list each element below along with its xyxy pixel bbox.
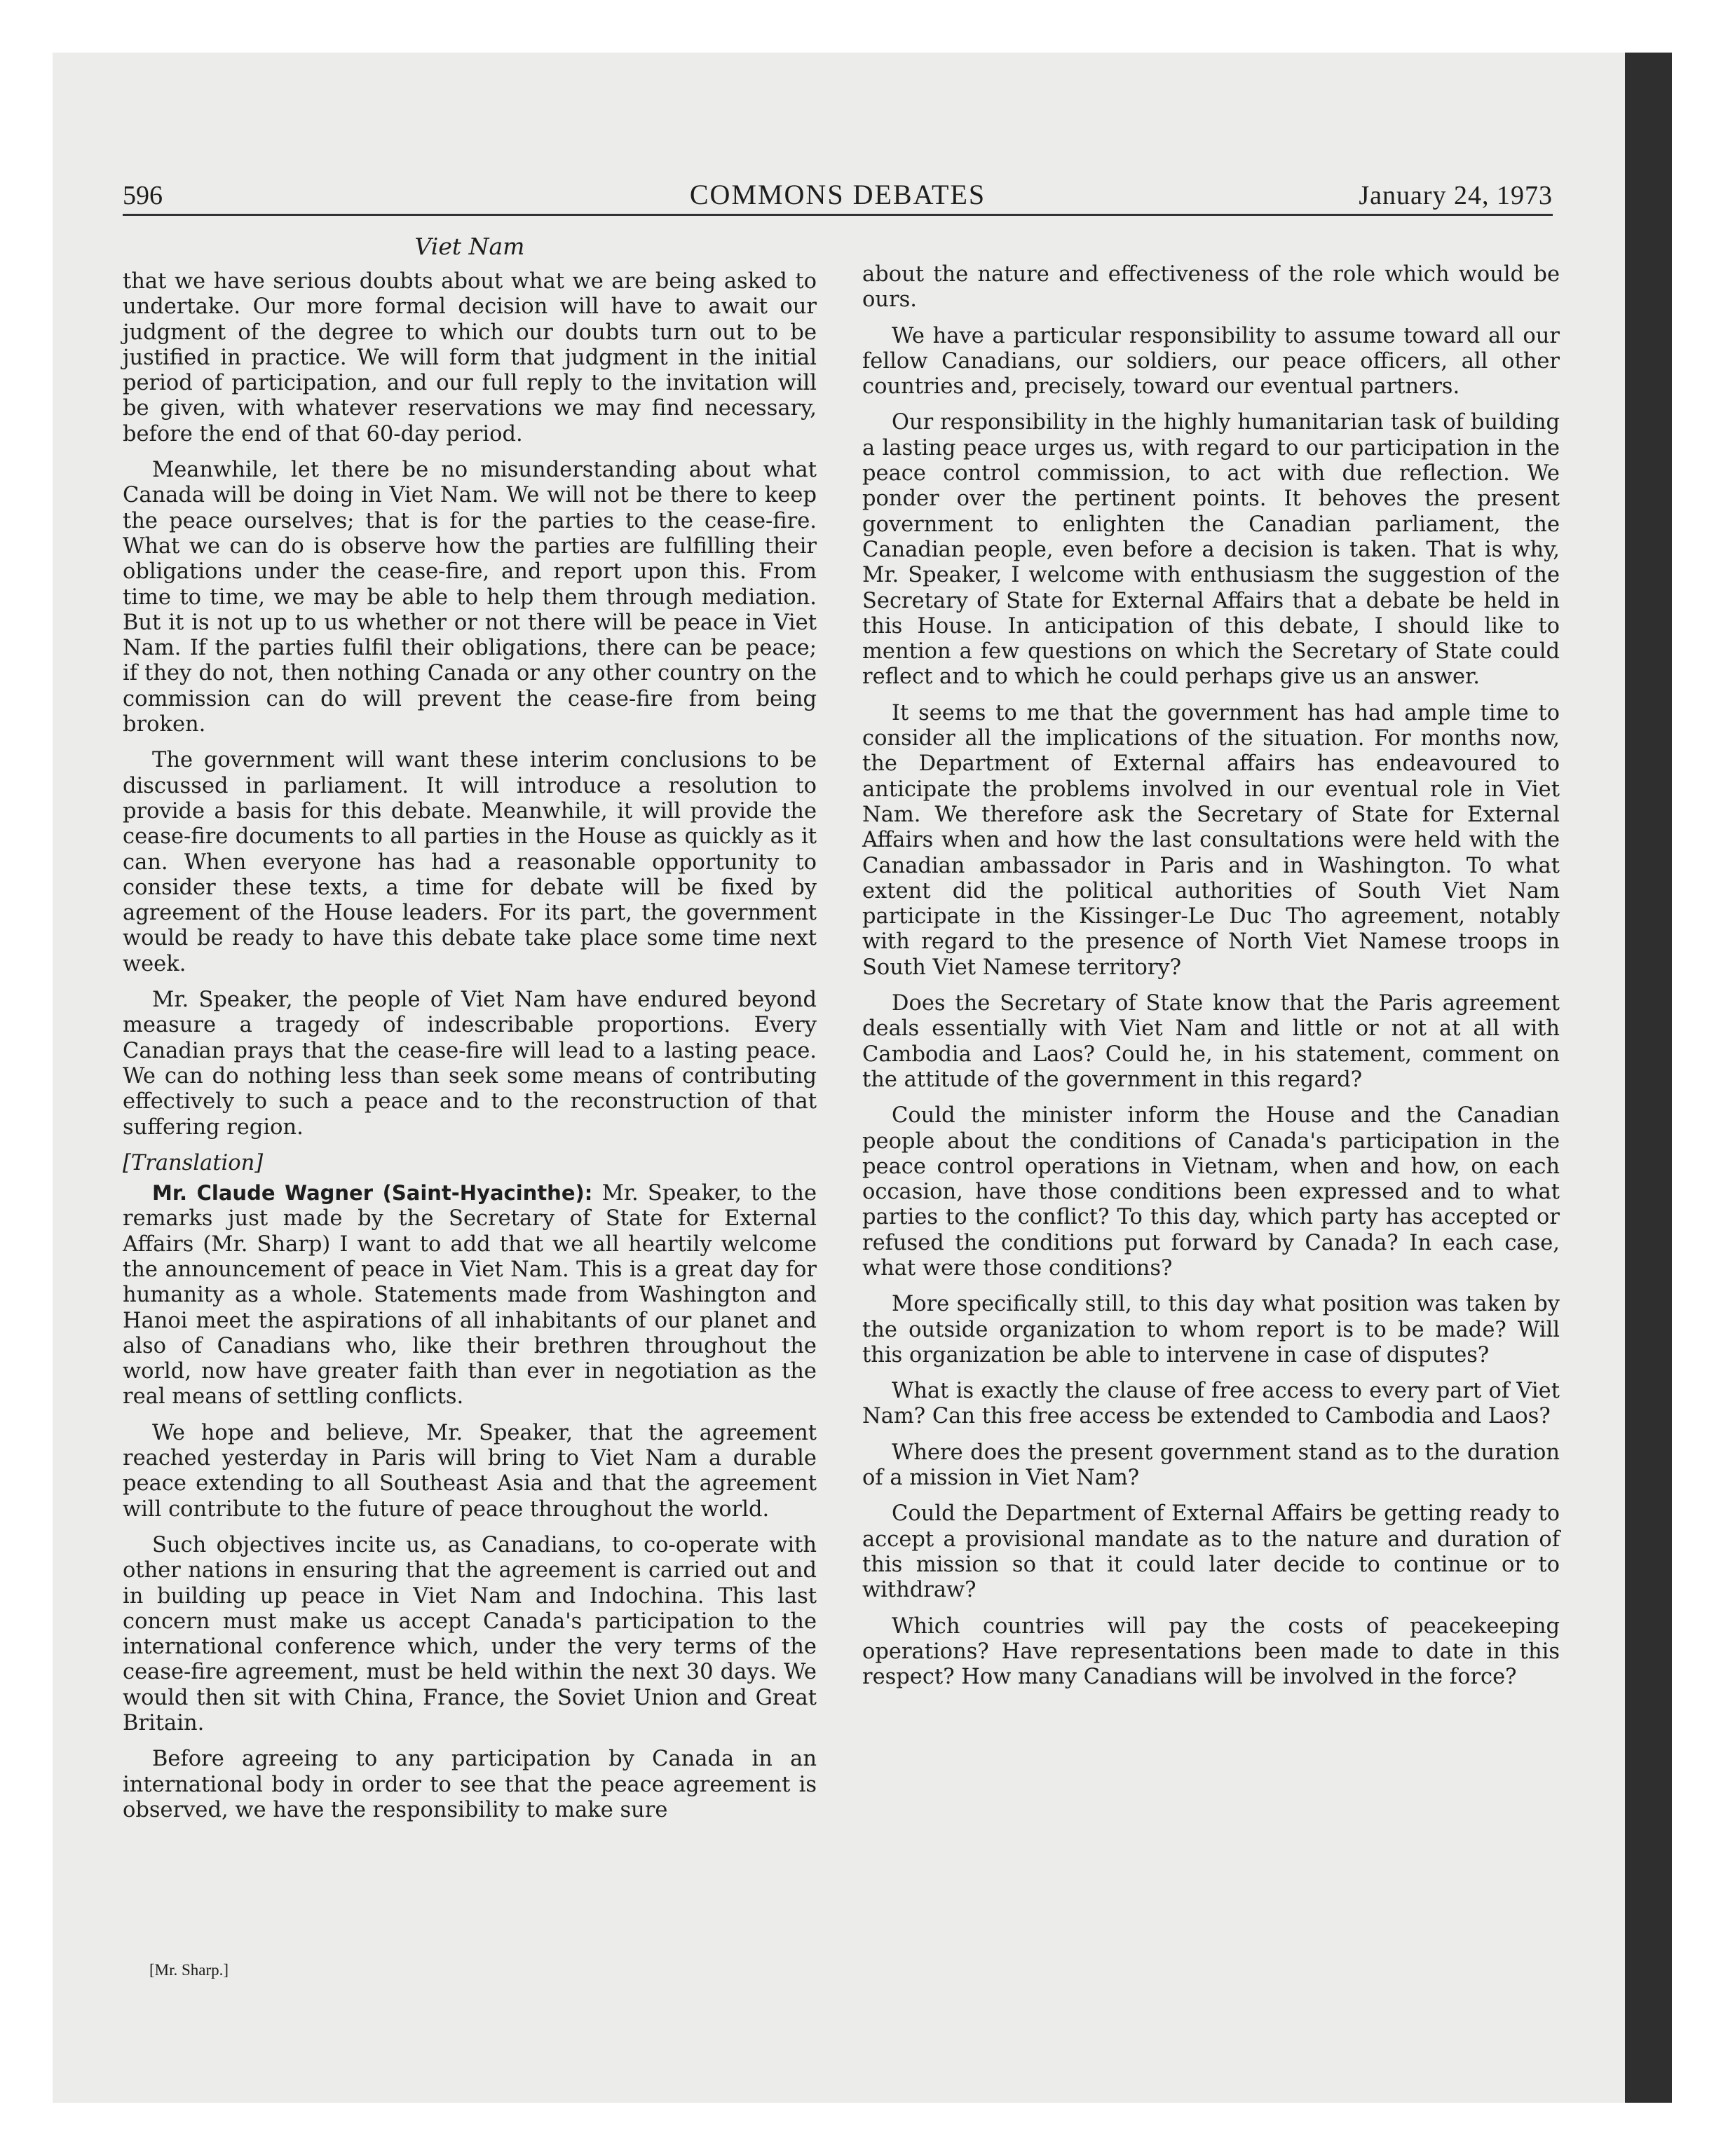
right-column	[862, 262, 1560, 1700]
paragraph: Where does the present government stand as to the duration of a mission in Viet Nam?	[862, 1440, 1560, 1491]
speaker-name: Mr. Claude Wagner (Saint-Hyacinthe):	[152, 1181, 593, 1206]
page-number: 596	[123, 181, 163, 210]
paragraph: Our responsibility in the highly humanitarian task of building a lasting peace urges us, with regard to our participation in the peace control commission, to act with due reflection. We ponder over the pertinent points. It behoves the present government to enlighten the Canadian parliament, the Canadian people, even before a decision is taken. That is why, Mr. Speaker, I welcome with enthusiasm the suggestion of the Secretary of State for External Affairs that a debate be held in this House. In anticipation of this debate, I should like to mention a few questions on which the Secretary of State could reflect and to which he could perhaps give us an answer.	[862, 410, 1560, 690]
paragraph: Such objectives incite us, as Canadians, to co-operate with other nations in ensuring that the agreement is carried out and in building up peace in Viet Nam and Indochina. This last concern must make us accept Canada's participation to the international conference which, under the very terms of the cease-fire agreement, must be held within the next 30 days. We would then sit with China, France, the Soviet Union and Great Britain.	[123, 1532, 817, 1736]
paragraph: Before agreeing to any participation by Canada in an international body in order to see that the peace agreement is observed, we have the responsibility to make sure	[123, 1747, 817, 1822]
paragraph: Meanwhile, let there be no misunderstanding about what Canada will be doing in Viet Nam. We will not be there to keep the peace ourselves; that is for the parties to the cease-fire. What we can do is observe how the parties are fulfilling their obligations under the cease-fire, and report upon this. From time to time, we may be able to help them through mediation. But it is not up to us whether or not there will be peace in Viet Nam. If the parties fulfil their obligations, there can be peace; if they do not, then nothing Canada or any other country on the commission can do will prevent the cease-fire from being broken.	[123, 458, 817, 737]
paragraph: Which countries will pay the costs of peacekeeping operations? Have representations been made to date in this respect? How many Canadians will be involved in the force?	[862, 1613, 1560, 1690]
header-date: January 24, 1973	[1359, 181, 1553, 210]
paragraph: Mr. Speaker, the people of Viet Nam have endured beyond measure a tragedy of indescribable proportions. Every Canadian prays that the cease-fire will lead to a lasting peace. We can do nothing less than seek some means of contributing effectively to such a peace and to the reconstruction of that suffering region.	[123, 988, 817, 1140]
paragraph: More specifically still, to this day what position was taken by the outside organization to whom report is to be made? Will this organization be able to intervene in case of disputes?	[862, 1292, 1560, 1367]
paragraph: We have a particular responsibility to assume toward all our fellow Canadians, our soldiers, our peace officers, all other countries and, precisely, toward our eventual partners.	[862, 323, 1560, 400]
paragraph: The government will want these interim conclusions to be discussed in parliament. It will introduce a resolution to provide a basis for this debate. Meanwhile, it will provide the cease-fire documents to all parties in the House as quickly as it can. When everyone has had a reasonable opportunity to consider these texts, a time for debate will be fixed by agreement of the House leaders. For its part, the government would be ready to have this debate take place some time next week.	[123, 748, 817, 976]
paragraph: that we have serious doubts about what we are being asked to undertake. Our more formal decision will have to await our judgment of the degree to which our doubts turn out to be justified in practice. We will form that judgment in the initial period of participation, and our full reply to the invitation will be given, with whatever reservations we may find necessary, before the end of that 60-day period.	[123, 269, 817, 446]
paragraph: Does the Secretary of State know that the Paris agreement deals essentially with Viet Nam and little or not at all with Cambodia and Laos? Could he, in his statement, comment on the attitude of the government in this regard?	[862, 991, 1560, 1092]
subject-heading: Viet Nam	[414, 233, 525, 260]
paragraph: Could the minister inform the House and the Canadian people about the conditions of Canada's participation in the peace control operations in Vietnam, when and how, on each occasion, have those conditions been expressed and to what parties to the conflict? To this day, which party has accepted or refused the conditions put forward by Canada? In each case, what were those conditions?	[862, 1103, 1560, 1281]
paragraph: What is exactly the clause of free access to every part of Viet Nam? Can this free access be extended to Cambodia and Laos?	[862, 1379, 1560, 1429]
running-header	[123, 172, 1553, 216]
speech-text: Mr. Speaker, to the remarks just made by the Secretary of State for External Affairs (Mr. Sharp) I want to add that we all heartily welcome the announcement of peace in Viet Nam. This is a great day for humanity as a whole. Statements made from Washington and Hanoi meet the aspirations of all inhabitants of our planet and also of Canadians who, like their brethren throughout the world, now have greater faith than ever in negotiation as the real means of settling conflicts.	[123, 1181, 817, 1410]
paragraph: about the nature and effectiveness of the role which would be ours.	[862, 262, 1560, 313]
speaker-footnote: [Mr. Sharp.]	[149, 1961, 229, 1979]
paragraph: Could the Department of External Affairs be getting ready to accept a provisional mandate as to the nature and duration of this mission so that it could later decide to continue or to withdraw?	[862, 1501, 1560, 1603]
binding-edge	[1625, 53, 1672, 2103]
publication-title: COMMONS DEBATES	[689, 179, 986, 210]
left-column	[123, 269, 817, 1834]
paragraph	[123, 1180, 817, 1410]
paragraph: It seems to me that the government has had ample time to consider all the implications of the situation. For months now, the Department of External affairs has endeavoured to anticipate the problems involved in our eventual role in Viet Nam. We therefore ask the Secretary of State for External Affairs when and how the last consultations were held with the Canadian ambassador in Paris and in Washington. To what extent did the political authorities of South Viet Nam participate in the Kissinger-Le Duc Tho agreement, notably with regard to the presence of North Viet Namese troops in South Viet Namese territory?	[862, 700, 1560, 980]
translation-tag: [Translation]	[123, 1150, 264, 1175]
paragraph: We hope and believe, Mr. Speaker, that the agreement reached yesterday in Paris will bring to Viet Nam a durable peace extending to all Southeast Asia and that the agreement will contribute to the future of peace throughout the world.	[123, 1420, 817, 1522]
